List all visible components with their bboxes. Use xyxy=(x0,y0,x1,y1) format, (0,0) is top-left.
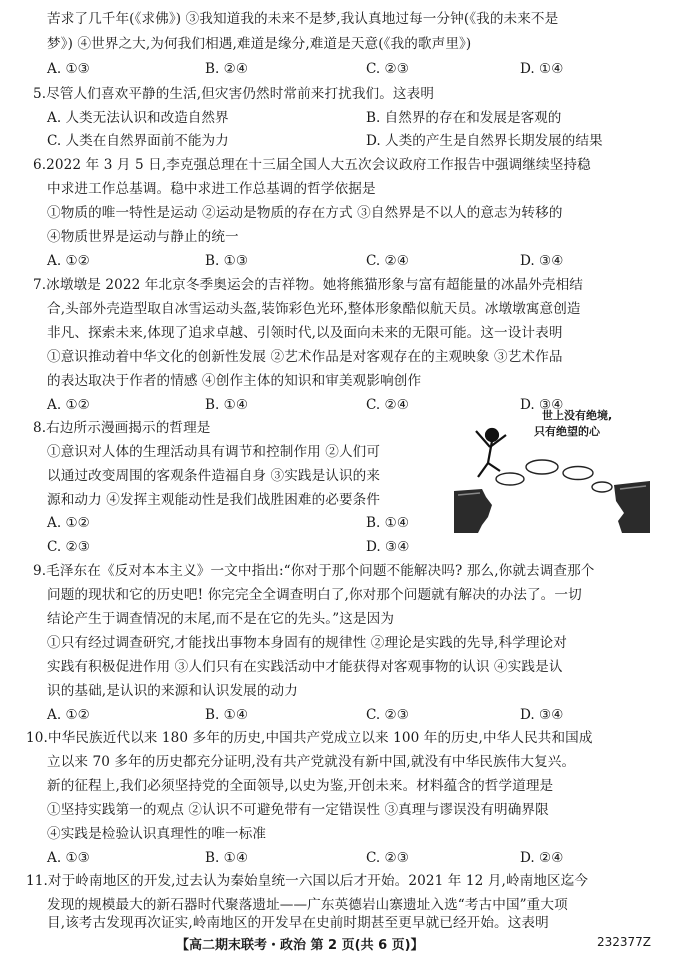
option-q9-b: B. ①④ xyxy=(205,707,249,723)
option-q7-c: C. ②④ xyxy=(366,397,409,413)
question-11-stem: 11.对于岭南地区的开发,过去认为秦始皇统一六国以后才开始。2021 年 12 月,岭南地区迄今 xyxy=(26,873,589,889)
option-q6-c: C. ②④ xyxy=(366,253,409,269)
option-q4-d: D. ①④ xyxy=(520,61,564,77)
text-line: 问题的现状和它的历史吧! 你完完全全调查明白了,你对那个问题就有解决的办法了。一切 xyxy=(47,587,582,603)
option-q4-b: B. ②④ xyxy=(205,61,249,77)
text-line: ①意识对人体的生理活动具有调节和控制作用 ②人们可 xyxy=(47,444,381,460)
text-line: 非凡、探索未来,体现了追求卓越、引领时代,以及面向未来的无限可能。这一设计表明 xyxy=(47,325,563,341)
right-cliff xyxy=(614,481,650,533)
text-line: 发现的规模最大的新石器时代聚落遗址——广东英德岩山寨遗址入选“考古中国”重大项 xyxy=(47,897,568,913)
text-line: 目,该考古发现再次证实,岭南地区的开发早在史前时期甚至更早就已经开始。这表明 xyxy=(47,915,549,931)
option-q6-d: D. ③④ xyxy=(520,253,564,269)
text-line: 合,头部外壳造型取自冰雪运动头盔,装饰彩色光环,整体形象酷似航天员。冰墩墩寓意创造 xyxy=(47,301,581,317)
exam-code: 232377Z xyxy=(596,935,651,949)
text-line: 中求进工作总基调。稳中求进工作总基调的哲学依据是 xyxy=(47,181,376,197)
cartoon-caption-1: 世上没有绝境, xyxy=(542,409,613,422)
option-q7-b: B. ①④ xyxy=(205,397,249,413)
text-line: 源和动力 ④发挥主观能动性是我们战胜困难的必要条件 xyxy=(47,492,381,508)
option-q7-d: D. ③④ xyxy=(520,397,564,413)
text-line: 立以来 70 多年的历史都充分证明,没有共产党就没有新中国,就没有中华民族伟大复兴。 xyxy=(47,754,576,770)
option-q10-c: C. ②③ xyxy=(366,850,409,866)
question-9-stem: 9.毛泽东在《反对本本主义》一文中指出:“你对于那个问题不能解决吗? 那么,你就去调查那个 xyxy=(33,563,595,579)
question-10-stem: 10.中华民族近代以来 180 多年的历史,中国共产党成立以来 100 年的历史,中华人民共和国成 xyxy=(26,730,593,746)
text-line: 苦求了几千年(《求佛》) ③我知道我的未来不是梦,我认真地过每一分钟(《我的未来不是 xyxy=(47,11,559,27)
text-line: ④实践是检验认识真理性的唯一标准 xyxy=(47,826,267,842)
option-q8-d: D. ③④ xyxy=(366,539,410,555)
option-q10-a: A. ①③ xyxy=(47,850,90,866)
option-q9-c: C. ②③ xyxy=(366,707,409,723)
left-cliff xyxy=(454,489,492,533)
text-line: 的表达取决于作者的情感 ④创作主体的知识和审美观影响创作 xyxy=(47,373,422,389)
option-q6-a: A. ①② xyxy=(47,253,90,269)
text-line: 实践有积极促进作用 ③人们只有在实践活动中才能获得对客观事物的认识 ④实践是认 xyxy=(47,659,563,675)
option-q6-b: B. ①③ xyxy=(205,253,249,269)
text-line: ④物质世界是运动与静止的统一 xyxy=(47,229,239,245)
option-q9-a: A. ①② xyxy=(47,707,90,723)
option-q5-c: C. 人类在自然界面前不能为力 xyxy=(47,133,229,149)
text-line: ①物质的唯一特性是运动 ②运动是物质的存在方式 ③自然界是不以人的意志为转移的 xyxy=(47,205,563,221)
page-footer: 【高二期末联考・政治 第 2 页(共 6 页)】 xyxy=(176,938,424,953)
option-q5-b: B. 自然界的存在和发展是客观的 xyxy=(366,110,562,126)
option-q8-b: B. ①④ xyxy=(366,515,410,531)
text-line: ①意识推动着中华文化的创新性发展 ②艺术作品是对客观存在的主观映象 ③艺术作品 xyxy=(47,349,563,365)
option-q8-a: A. ①② xyxy=(47,515,90,531)
text-line: 以通过改变周围的客观条件造福自身 ③实践是认识的来 xyxy=(47,468,381,484)
option-q5-a: A. 人类无法认识和改造自然界 xyxy=(47,110,229,126)
text-line: ①只有经过调查研究,才能找出事物本身固有的规律性 ②理论是实践的先导,科学理论对 xyxy=(47,635,567,651)
option-q7-a: A. ①② xyxy=(47,397,90,413)
option-q5-d: D. 人类的产生是自然界长期发展的结果 xyxy=(366,133,603,149)
text-line: 结论产生于调查情况的末尾,而不是在它的先头。”这是因为 xyxy=(47,611,395,627)
cloud-steps xyxy=(496,460,612,492)
option-q4-a: A. ①③ xyxy=(47,61,90,77)
option-q8-c: C. ②③ xyxy=(47,539,90,555)
text-line: 梦》) ④世界之大,为何我们相遇,难道是缘分,难道是天意(《我的歌声里》) xyxy=(47,36,472,52)
option-q10-b: B. ①④ xyxy=(205,850,249,866)
text-line: ①坚持实践第一的观点 ②认识不可避免带有一定错误性 ③真理与谬误没有明确界限 xyxy=(47,802,549,818)
question-8-stem: 8.右边所示漫画揭示的哲理是 xyxy=(33,420,211,436)
cartoon-caption-2: 只有绝望的心 xyxy=(534,425,600,438)
option-q4-c: C. ②③ xyxy=(366,61,409,77)
question-5-stem: 5.尽管人们喜欢平静的生活,但灾害仍然时常前来打扰我们。这表明 xyxy=(33,86,435,102)
text-line: 识的基础,是认识的来源和认识发展的动力 xyxy=(47,683,298,699)
question-6-stem: 6.2022 年 3 月 5 日,李克强总理在十三届全国人大五次会议政府工作报告中强调继续坚持稳 xyxy=(33,157,591,173)
text-line: 新的征程上,我们必须坚持党的全面领导,以史为鉴,开创未来。材料蕴含的哲学道理是 xyxy=(47,778,554,794)
question-7-stem: 7.冰墩墩是 2022 年北京冬季奥运会的吉祥物。她将熊猫形象与富有超能量的冰晶外壳相结 xyxy=(33,277,583,293)
jumping-figure xyxy=(476,429,506,477)
option-q10-d: D. ②④ xyxy=(520,850,564,866)
option-q9-d: D. ③④ xyxy=(520,707,564,723)
cartoon-illustration xyxy=(452,405,652,533)
